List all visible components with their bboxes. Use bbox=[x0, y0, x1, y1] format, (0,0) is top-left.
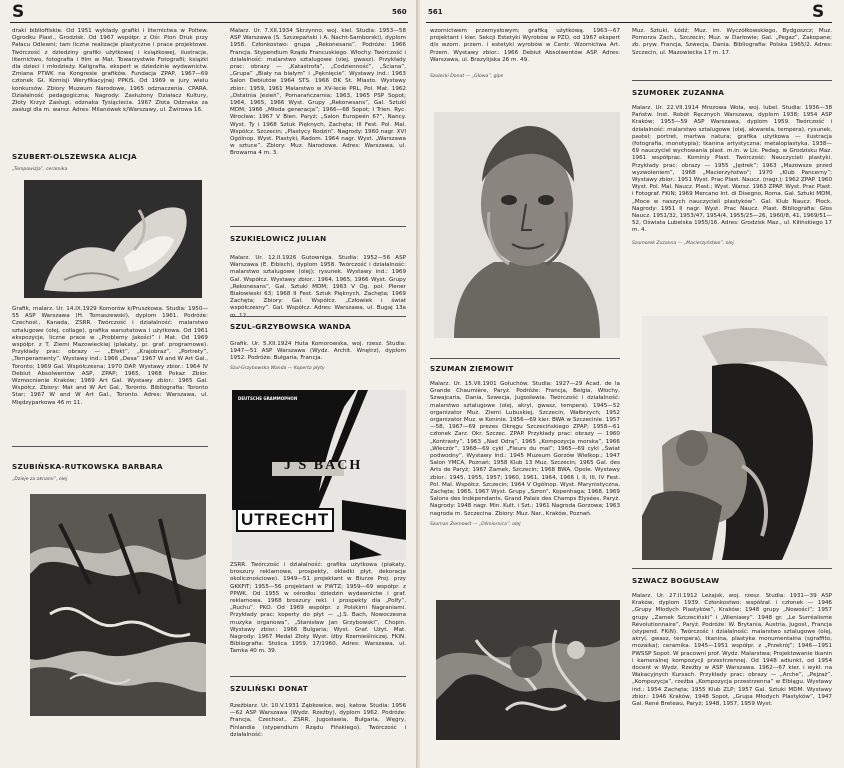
entry-divider bbox=[632, 80, 832, 81]
right-page bbox=[420, 0, 844, 768]
left-column bbox=[12, 28, 208, 114]
image-caption: „Dzieje za oknami”, olej bbox=[12, 477, 68, 482]
entry-divider bbox=[12, 446, 208, 447]
entry-szukielowicz bbox=[230, 234, 406, 320]
entry-text: Malarz. Ur. 27.II.1912 Leżajsk, woj. rzesz. Studia: 1931—39 ASP Kraków, dyplom 1939. Członkostwo: współzał. i członek — 1946 „Grupy Młodych Plastyków”, Kraków; 1948 grupy „Nowości”; 1957 grupy „Zamek Szczeciński” i „Wieniawy”. 1948 gr. „Le Surréalisme Révolutionnaire”, Paryż. Podróże: W. Brytania, Austria, Jugosł., Francja (stypend. FKiN). Twórczość i działalność: malarstwo sztalugowe (olej, akryl, gwasz, tempera), tkanina, plastyka monumentalna (sgraffito, mozaika); ceramika. 1945—1951 współpr. z „Przekrój”; 1946—1951 PWSSP Sopot. W pracowni prof. Wydz. Malarstwa; Projektowanie tkanin i kameralnej kompozycji przestrzennej. Od 1948 adiunkt, od 1954 docent w Wydz. Rzeźby w ASP Warszawa. 1962—67 kier. i wykł. na Wakacyjnych Kursach. Przykłady prac: obrazy — „Arche”, „Pejzaż”, „Kompozycja”, rzeźba „Kompozycja przestrzenna” w Elblągu. Wystawy ind.: 1954 Zachęta; 1955 Klub ZLP; 1957 Gal. Sztuki MDM. Wystawy zbior.: 1946 Kraków, 1948 Sopot, „Grupa Młodych Plastyków”, 1947 Gal. René Breteau, Paryż; 1948, 1957, 1959 Wyst. bbox=[632, 593, 832, 708]
page-letter: S bbox=[12, 2, 25, 22]
poster-label: DEUTSCHE GRAMMOPHON bbox=[238, 396, 298, 401]
page-number: 561 bbox=[428, 8, 443, 16]
entry-heading: SZUKIELOWICZ JULIAN bbox=[230, 234, 327, 243]
poster-brand: UTRECHT bbox=[236, 508, 334, 532]
mother-child-painting bbox=[642, 316, 828, 560]
entry-text: Muz. Sztuki, Łódź; Muz. im. Wyczółkowskiego, Bydgoszcz; Muz. Pomorza Zach., Szczecin; Muz. w Darłowie; Gal. „Pegaz”, Zakopane; zb. pryw. Francja, Szwecja, Dania. Bibliografia: Polska 1965/2. Adres: Szczecin, ul. Mazowiecka 17 m. 17. bbox=[632, 28, 832, 56]
page-number: 560 bbox=[392, 8, 407, 16]
entry-szul-text bbox=[230, 562, 406, 656]
entry-szumorek bbox=[632, 88, 832, 246]
entry-divider bbox=[230, 226, 406, 227]
poster-title: J S BACH bbox=[284, 458, 363, 473]
entry-divider bbox=[230, 316, 406, 317]
entry-szubinska bbox=[12, 462, 208, 482]
right-column bbox=[230, 28, 406, 158]
entry-text: wzornictwem przemysłowym; grafiką użytkową. 1963—67 projektant i kier. Sekcji Estetyki Wyrobów w PZO, od 1967 ekspert d/s wzorn. przem. i estetyki wyrobów w Centr. Wzornictwa Art. Przem. Wystawy zbior.: 1966 Debiut Absolwentów ASP. Adres: Warszawa, ul. Brazylijska 26 m. 49. bbox=[430, 28, 620, 63]
page-letter: S bbox=[812, 2, 825, 22]
entry-szwacz bbox=[632, 576, 832, 708]
header-rule bbox=[10, 22, 408, 23]
entry-szubert bbox=[12, 152, 208, 172]
entry-text: Malarz. Ur. 15.VII.1901 Gołuchów. Studia: 1927—29 Acad. de la Grande Chaumière, Paryż. Podróże: Francja, Belgia, Włochy, Szwajcaria, Dania, Szwecja, Jugosławia. Twórczość i działalność: malarstwo sztalugowe (olej, akryl, gwasz, tempera). 1945—52 organizator Muz. Ziemi Lubuskiej, Szczecin, Wałbrzych; 1952 organizator Muz. w Koninie. 1956—69 kier. BWA w Szczecinie. 1957—58, 1967—69 prezes Okręgu Szczecińskiego ZPAP; 1958—61 członek Zarz. Okr. Szczec. ZPAP. Przykłady prac: obrazy — 1960 „Kontrasty”, 1963 „Nad Odrą”, 1965 „Kompozycja morska”, 1966 „Wieczór”, 1968—69 cykl „Fleurs du mal”; 1965—69 cykl „Świat podwodny”. Wystawy ind.: 1945 Muzeum Gorzów Wielkop.; 1947 Salon YMCA, Poznań; 1958 Klub 13 Muz, Szczecin; 1965 Gal. des Arts de Paryż; 1967 Zamek, Szczecin; 1968 BWA, Opole. Wystawy zbior.: 1945, 1955, 1957; 1960, 1961, 1964, 1966 I, II, III, IV Fest. Pol. Mal. Współcz. Szczecin; 1964 V Ogólnop. Wyst. Marynistyczna, Zachęta; 1965, 1967 Wyst. Grupy „Szron”, Kopenhaga; 1968, 1969 Salons des Indépendants, Grand Palais des Champs Elysées, Paryż. Nagrody: 1948 nagr. Min. Kult. i Szt.; 1961 Nagroda Gorzowa; 1963 nagroda m. Szczecina. Zbiory: Muz. Nar., Kraków, Poznań. bbox=[430, 381, 620, 517]
image-caption: „Tempowizja”, ceramika bbox=[12, 167, 68, 172]
left-page bbox=[0, 0, 418, 768]
image-caption: Szumorek Zuzanna — „Macierzyństwo”, olej bbox=[632, 240, 734, 246]
entry-text: Malarz. Ur. 22.VII.1914 Mrozowa Wola, woj. lubel. Studia: 1936—38 Państw. Inst. Robót Ręcznych Warszawa, dyplom 1938; 1954 ASP Kraków; 1955—59 ASP Warszawa, dyplom 1959. Twórczość i działalność: malarstwo sztalugowe (olej, akwarela, tempera), rysunek, pastel; portret, martwa natura; grafika użytkowa — ilustracja (fotografia, monotypia); tkanina artystyczna; metaloplastyka. 1938—69 nauczyciel wychowania plast. m.in. w Lic. Pedag. w Grodzisku Maz. 1961 współprac. Kominiy Plast. Twórczość: Nauczycieli plastyki. Przykłady prac: obrazy — 1955 „Jędrek”; 1963 „Mazowsze przed wyzwoleniem”, 1968 „Macierzyństwo”; 1970 „Klub Pancerny”; Wystawy zbior.: 1951 Wyst. Prac Plast. Naucz. (nagr.); 1962 ZPAP. 1960 Wyst. Pol. Mal. Naucz. Plast.; Wyst. Warsz. 1963 ZPAP. Wyst. Prac Plast. i Fotograf. FKiN; 1969 Mercano Int. di Disegno, Roma. Gal. Sztuki MDM, „Moce w naszych nauczycieli plastyków”. Gal. Klub Naucz. Płock. Nagrody: 1951 II nagr. Wyst. Prac Naucz. Plast. Bibliografia: Głos Naucz. 1951/32, 1953/47, 1954/4, 1955/25—26, 1960/8, 41, 1969/51—52, Oświata Lubelska 1955/16. Adres: Grodzisk Maz., ul. Kiłińskiego 17 m. 4. bbox=[632, 105, 832, 234]
image-caption: Szuman Ziemowit — „Ośmiornica”, olej bbox=[430, 521, 521, 527]
entry-divider bbox=[230, 676, 406, 677]
entry-text: Grafik. Ur. 5.XII.1924 Huta Komorowska, woj. rzesz. Studia: 1947—51 ASP Warszawa (Wydz. Archit. Wnętrz), dyplom 1952. Podróże: Bułgaria, Francja. bbox=[230, 341, 406, 362]
entry-szuman bbox=[430, 364, 620, 527]
entry-text: draki bibliofilskie. Od 1951 wykłady grafiki i liternictwa w Poltew. Ogrodku Plast., Grodzisk. Od 1967 współpr. z Ośr. Plon Druk przy Pałacu Odlewni; tam liczne realizacje plastyczne i prace projektowe. Twórczość z dziedziny grafiki użytkowej i książkowej, ilustracje, liternictwo, fotografia i film w Mat. Towarzystwie Fotografii; książki dla dzieci i młodzieży. Kaligrafia, ekspert w dziedzinie wydawnictw. Zmiana PTWK na Kongresie grafików. Fundacja ZPAP, 1967—69 członek Gł. Komisji Weryfikacyjnej PPKiS. Od 1969 w jury wielu konkursów. Zbiory Muzeum Narodowe, 1965 odznaczenia. CPARA. Działalność pedagogiczna; Nagrody: Zasłużony Działacz Kultury, Złoty Krzyż Zasługi, odznaka Tysiąclecia. 1967 Złota Odznaka za zasługi dla m. warsz. Adres: Milanówek k/Warszawy, ul. Żwirowa 16. bbox=[12, 28, 208, 114]
poster-subtitle: ORGELWERKE bbox=[242, 500, 273, 505]
header-rule bbox=[426, 22, 832, 23]
entry-heading: SZUMOREK ZUZANNA bbox=[632, 88, 725, 97]
entry-heading: SZWACZ BOGUSŁAW bbox=[632, 576, 720, 585]
entry-text: Rzeźbiarz. Ur. 10.V.1931 Ząbkowice, woj. katow. Studia: 1956—62 ASP Warszawa (Wydz. Rzeźby), dyplom 1962. Podróże: Francja, Czechosł., ZSRR, Jugosławia, Bułgaria, Węgry, Finlandia (stypendium Rządu Fińskiego). Twórczość i działalność: bbox=[230, 703, 406, 738]
image-caption: Szul-Grzybowska Wanda — Koperta płyty bbox=[230, 365, 325, 371]
entry-heading: SZUL-GRZYBOWSKA WANDA bbox=[230, 322, 351, 331]
entry-text: Malarz. Ur. 12.II.1926 Gutowniga. Studia: 1952—56 ASP Warszawa (E. Eibisch), dyplom 1958. Twórczość i działalność: malarstwo sztalugowe (olej); rysunek. Wystawy ind.: 1969 Gal. Współcz. Wystawy zbior.: 1964, 1965, 1966 Wyst. Grupy „Rekonesans”, Gal. Sztuki MDM; 1963 V Og. pol. Plener Białowieski 63; 1968 II Fest. Sztuk Pięknych, Zachęta; 1969 Zachęta; Zbiory: Gal. Współcz. „Człowiek i świat współczesny”. Gal. Współcz. Adres: Warszawa, ul. Bugaj 13a bbox=[230, 255, 406, 312]
entry-szul-grzybowska bbox=[230, 322, 406, 371]
entry-heading: SZUBIŃSKA-RUTKOWSKA BARBARA bbox=[12, 462, 163, 471]
entry-szubert-text bbox=[12, 306, 208, 407]
entry-heading: SZULIŃSKI DONAT bbox=[230, 684, 308, 693]
bust-sculpture-photo bbox=[434, 112, 620, 338]
entry-text: ZSRR. Twórczość i działalność: grafika użytkowa (plakaty, broszury reklamowe, prospekty, okładki płyt, dekoracje okolicznościowe). 1949—51 projektant w Biurze Proj. przy GKKFiT; 1955—56 projektant w PWTZ; 1959—69 współpr. z PPWK. Od 1955 w ośrodku dziedzin wydawnictw i graf. reklamowa. 1968 broszury rekl. i prospekty dla „Polfy”, „Ruchu”. PKO. Od 1969 współpr. z Polskimi Nagraniami. Przykłady prac: koperty do płyt — „J.S. Bach, Nowoczesna muzyka organowa”, „Stanisław Jan Grzybowski”, Chopin. Wystawy zbior.: 1966 Bulgaria; Wyst. Graf. Użyt. Mat. Nagrody: 1967 Medal Złoty Wyst. Iżby Rzemieślniczej. FKiN. Bibliografia: Stolica 1959, 17/1960. Adres: Warszawa, ul. Tamka 40 m. 39. bbox=[230, 562, 406, 655]
entry-heading: SZUMAN ZIEMOWIT bbox=[430, 364, 514, 373]
entry-divider bbox=[430, 358, 620, 359]
entry-text: Malarz. Ur. 7.XII.1934 Skrzynno, woj. kiel. Studia: 1953—58 ASP Warszawa (S. Szczepański i A. Nacht-Samborski), dyplom 1958. Członkostwo: grupa „Rekonesans”. Podróże: 1966 Francja. Stypendium Rządu Francuskiego. Włochy. Twórczość i działalność: malarstwo sztalugowe (olej, gwasz). Przykłady prac: obrazy — „Katastrofa”, „Codzienność”, „Ściana”, „Grupa” „Biały na białym” i „Pęknięcie”. Wystawy ind.: 1963 Salon Debiutów 1964 STS. 1966 DK St. Miasto. Wystawy zbior.: 1959, 1961 Malarstwo w XV-lecie PRL, Pol. Mat. 1962 „Ostatnia Jesień”, Pomarańczarnia; 1963, 1965 PSP Sopot; 1964, 1965, 1966 Wyst. Grupy „Rekonesans”, Gal. Sztuki MDM; 1966 „Młoda generacja”; 1966—68 Sopot; I Trien. Ryc. Wrocław; 1967 V Bien. Paryż; „Salon Europeén 67”, Nancy. Wyst. Ty i 1968 Sztuk Pięknych, Zachęta; III Fest. Pol. Mal. Współcz. Szczecin; „Plastycy Rodzin”. Nagrody: 1960 nagr. XVI Ogólnop. Wyst. Plastyki, Radom. 1964 nagr. Wyst. „Warszawa w sztuce”. Zbiory: Muz. Narodowe. Adres: Warszawa, ul. Browarna 4 m. 3. bbox=[230, 28, 406, 157]
sculpture-photo bbox=[24, 180, 202, 298]
record-cover-poster bbox=[232, 390, 406, 560]
entry-szulinski bbox=[230, 684, 406, 739]
entry-divider bbox=[632, 568, 832, 569]
image-caption: Szulecki Donat — „Głowa”, gips bbox=[430, 74, 504, 80]
entry-szulinski-cont bbox=[430, 28, 620, 79]
entry-szuman-cont bbox=[632, 28, 832, 57]
entry-text: Grafik, malarz. Ur. 14.IX.1929 Komorów k/Pruszkowa. Studia: 1950—55 ASP Warszawa (H. Tomaszewski), dyplom 1961. Podróże: Czechosł., Kanada, ZSRR. Twórczość i działalność: malarstwo sztalugowe (olej, collage), grafika warsztatowa i użytkowa. Od 1961 ekspozycje, liczne prace w „Problemy Jakości” i Mat. Od 1969 współpr. z T. Ziemi Mazowieckiej (plakaty, pr. graf. programowe). Przykłady prac: obrazy — „Efekt”, „Krajobraz”, „Portrety”, „Temperamenty”. Wystawy ind.: 1966 „Desa” 1967 W and W Art Gal., Toronto; 1969 Gal. Współczesna; 1970 DAP. Wystawy zbior.: 1964 IV Debiut Absolwentów ASP, ZPAP; 1965, 1968 Pokaz Zbior. Wzmocnienie Kraków; 1969 Art Gal. Wystawy zbior.: 1965 Gal. Współcz. Zbiory: Mat and W Art Gal., Toronto. Bibliografia: Toronto Star; 1967 W and W Art Gal., Toronto. Adres: Warszawa, ul. Międzyparkowa 46 m 11. bbox=[12, 306, 208, 406]
entry-heading: SZUBERT-OLSZEWSKA ALICJA bbox=[12, 152, 137, 161]
dark-painting bbox=[30, 494, 206, 716]
octopus-painting bbox=[436, 600, 620, 740]
